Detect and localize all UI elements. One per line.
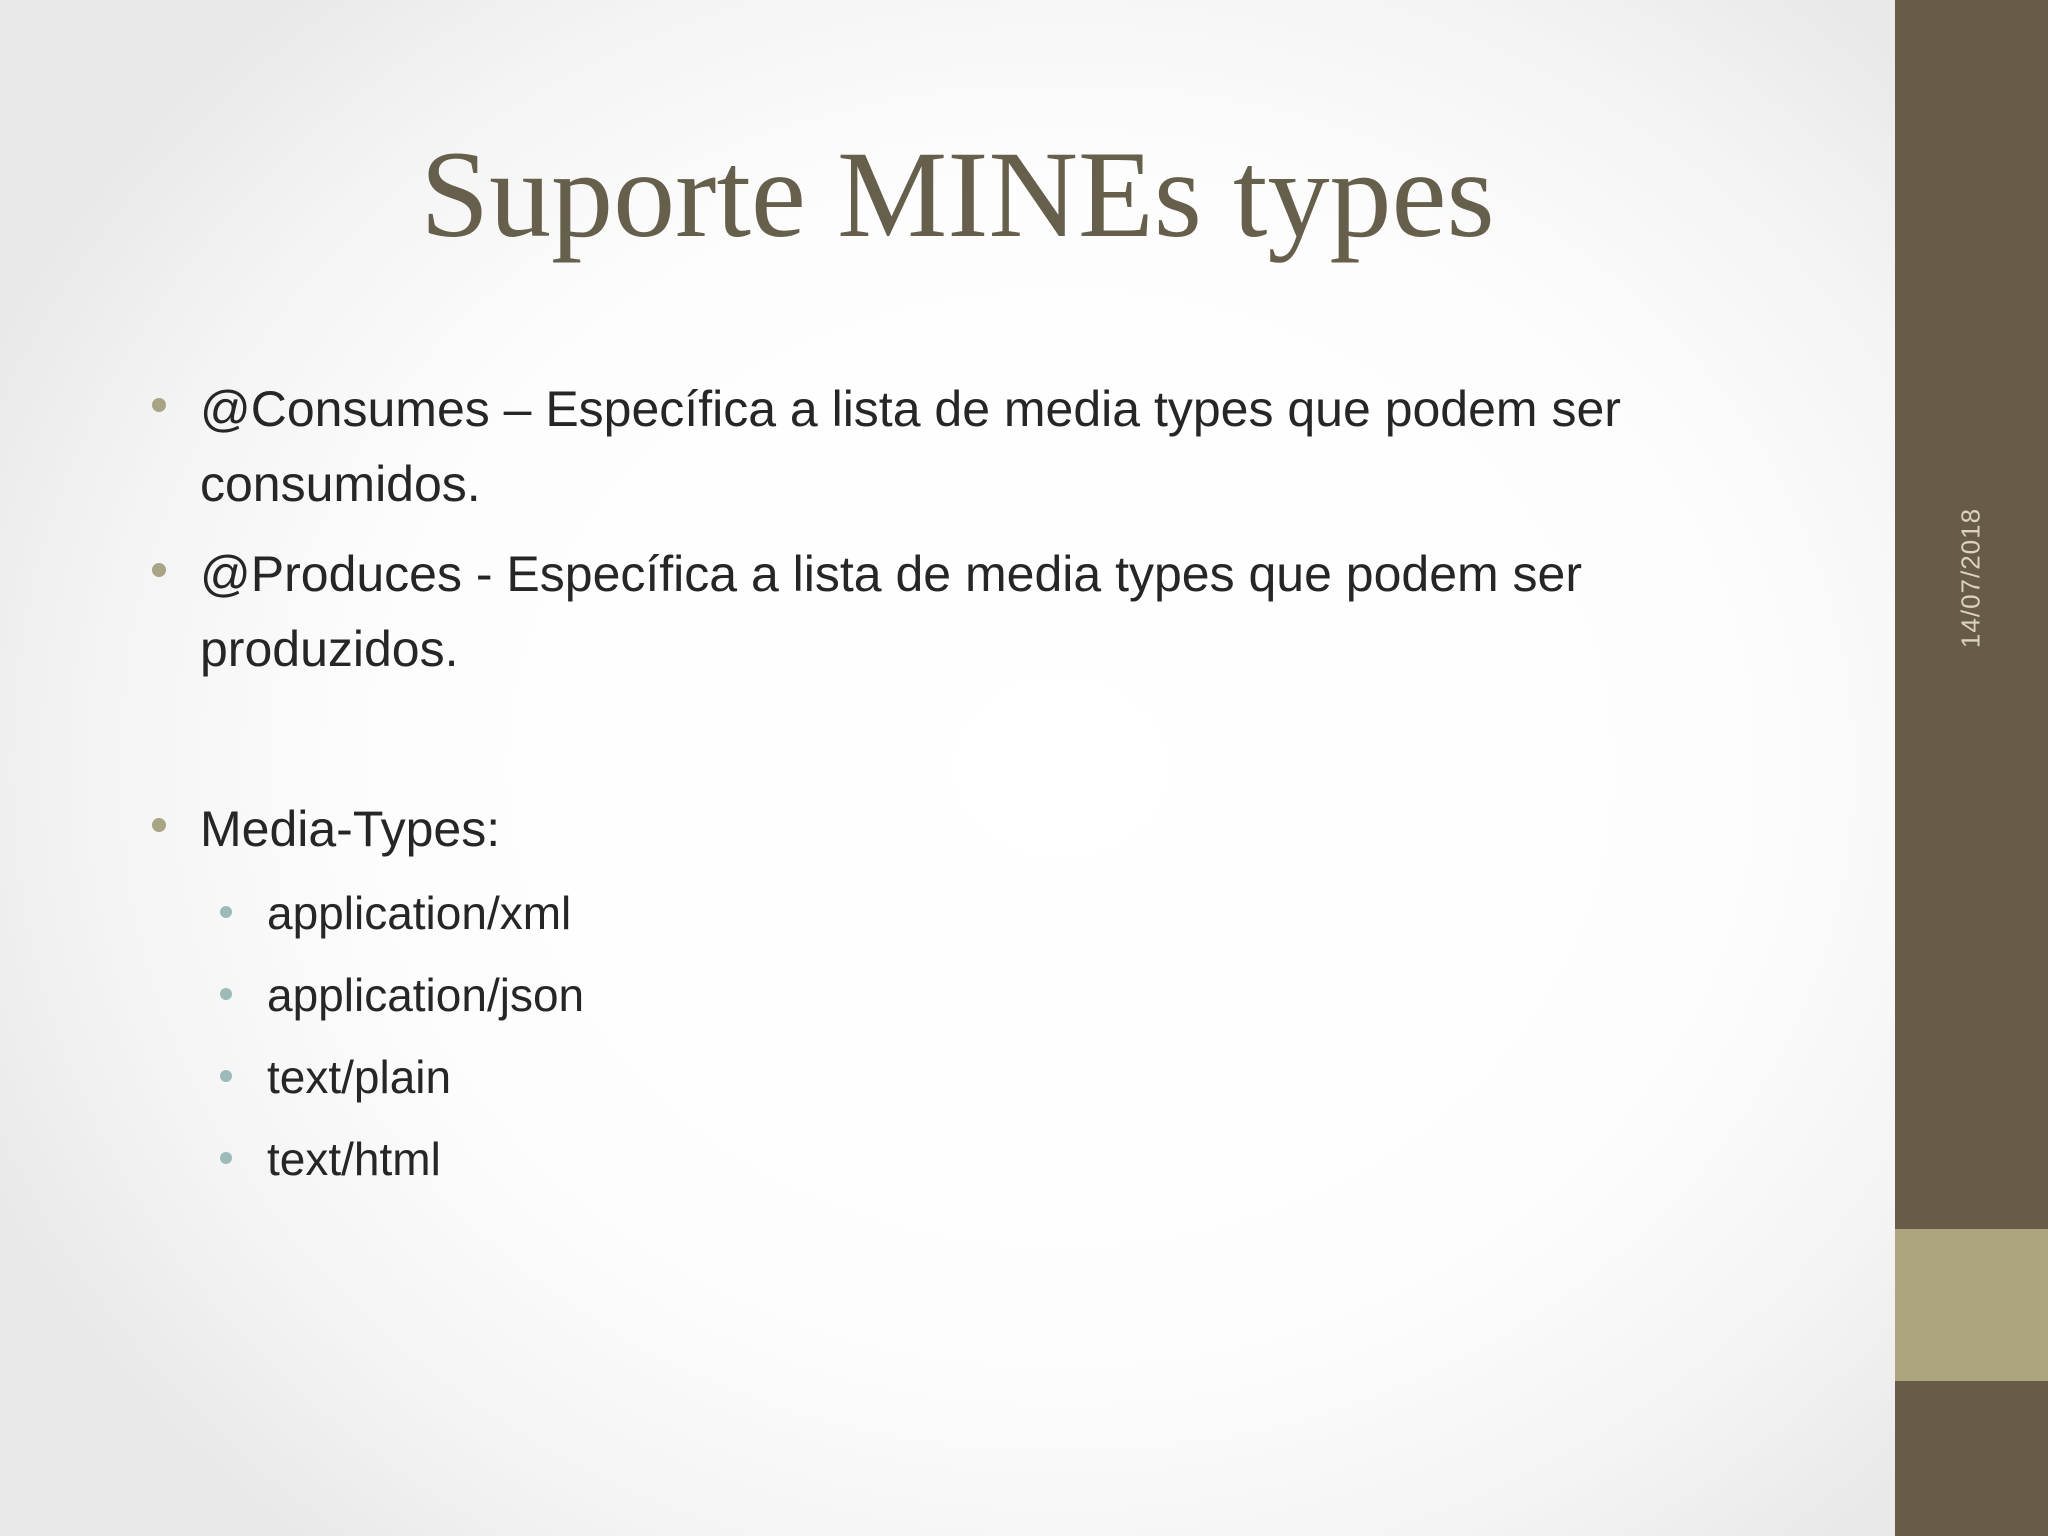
media-type-item: text/plain bbox=[267, 1051, 452, 1103]
sub-bullet-icon bbox=[220, 988, 232, 1000]
bullet-consumes: @Consumes – Específica a lista de media types que podem ser consumidos. bbox=[200, 381, 1621, 512]
slide-title: Suporte MINEs types bbox=[420, 126, 1495, 263]
media-type-item: application/xml bbox=[267, 887, 572, 939]
slide-date: 14/07/2018 bbox=[1955, 507, 1986, 649]
bullet-media-types: Media-Types: bbox=[200, 801, 501, 857]
media-type-item: application/json bbox=[267, 969, 585, 1021]
side-bar bbox=[1895, 0, 2048, 1536]
bullet-icon bbox=[152, 563, 166, 577]
bullet-icon bbox=[152, 398, 166, 412]
sub-bullet-icon bbox=[220, 1070, 232, 1082]
sub-bullet-icon bbox=[220, 906, 232, 918]
media-type-item: text/html bbox=[267, 1133, 441, 1185]
bullet-icon bbox=[152, 818, 166, 832]
side-bar-accent bbox=[1895, 1229, 2048, 1381]
bullet-produces: @Produces - Específica a lista de media types que podem ser produzidos. bbox=[200, 546, 1583, 677]
sub-bullet-icon bbox=[220, 1152, 232, 1164]
